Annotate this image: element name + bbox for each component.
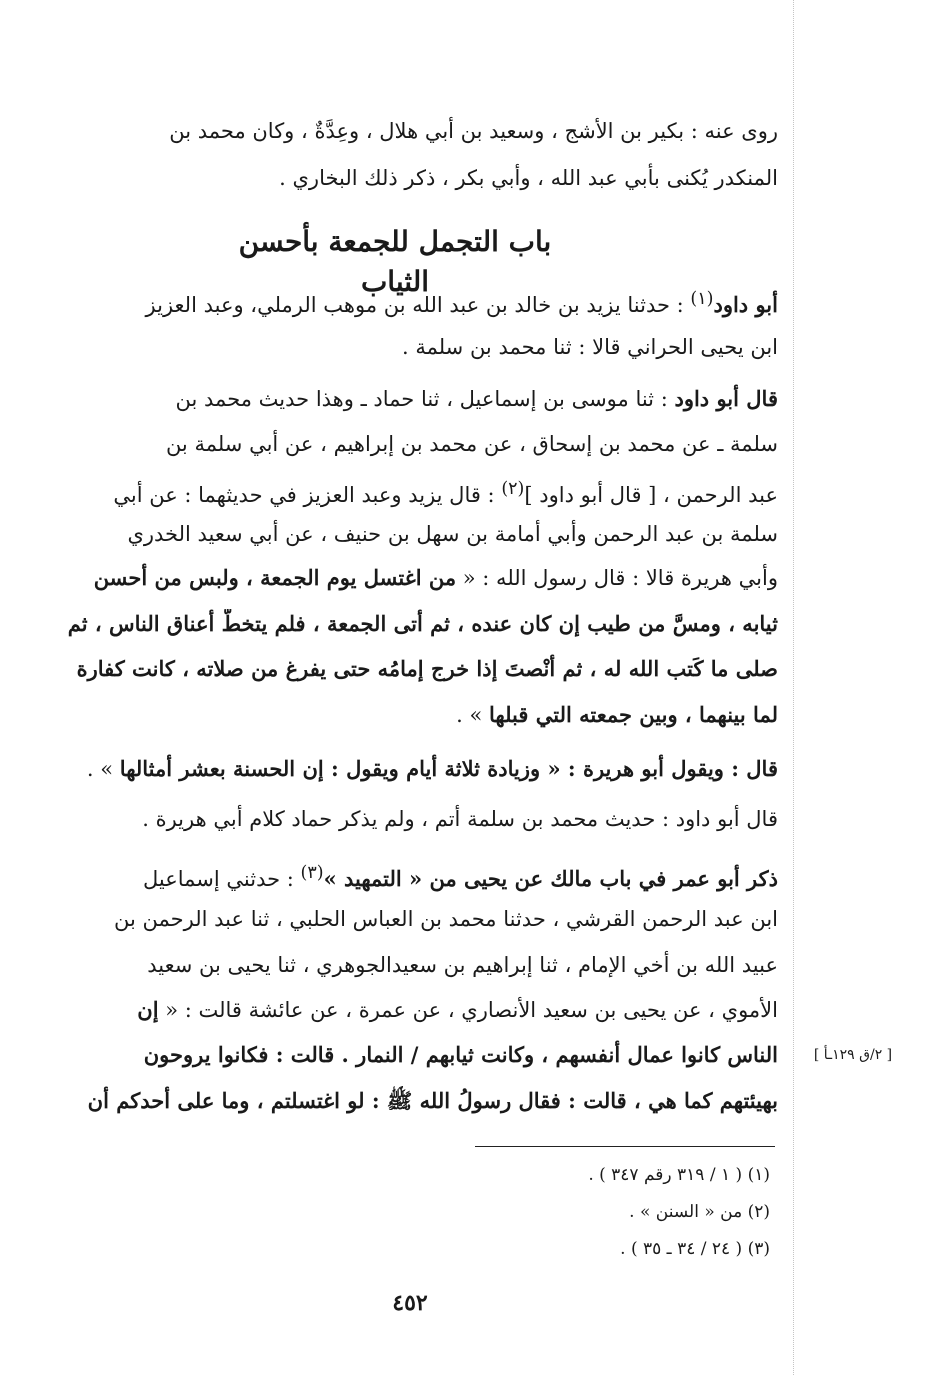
- footnote: (٢) من « السنن » .: [629, 1202, 770, 1222]
- footnote: (٣) ( ٢٤ / ٣٤ ـ ٣٥ ) .: [620, 1239, 770, 1259]
- text-line: قال : ويقول أبو هريرة : « وزيادة ثلاثة أيام ويقول : إن الحسنة بعشر أمثالها » .: [86, 756, 778, 781]
- footnote: (١) ( ١ / ٣١٩ رقم ٣٤٧ ) .: [588, 1165, 770, 1185]
- text-line: عبد الرحمن ، [ قال أبو داود ]$^{(٢)}$ : قال يزيد وعبد العزيز في حديثهما : عن أبي: [113, 479, 778, 507]
- text-line: سلمة ـ عن محمد بن إسحاق ، عن محمد بن إبراهيم ، عن أبي سلمة بن: [165, 432, 778, 456]
- text-line: الناس كانوا عمال أنفسهم ، وكانت ثيابهم / النمار . قالت : فكانوا يروحون: [143, 1042, 778, 1067]
- text-line: ابن عبد الرحمن القرشي ، حدثنا محمد بن العباس الحلبي ، ثنا عبد الرحمن بن: [114, 907, 778, 931]
- text-line: ابن يحيى الحراني قالا : ثنا محمد بن سلمة .: [401, 335, 778, 359]
- text-line: المنكدر يُكنى بأبي عبد الله ، وأبي بكر ، ذكر ذلك البخاري .: [279, 166, 778, 190]
- text-line: صلى ما كَتب الله له ، ثم أنْصتَ إذا خرج إمامُه حتى يفرغ من صلاته ، كانت كفارة: [76, 656, 778, 681]
- text-line: أبو داود$^{(١)}$ : حدثنا يزيد بن خالد بن عبد الله بن موهب الرملي، وعبد العزيز: [145, 289, 778, 317]
- page-number: ٤٥٢: [392, 1290, 428, 1316]
- text-line: ذكر أبو عمر في باب مالك عن يحيى من « التمهيد »$^{(٣)}$ : حدثني إسماعيل: [142, 863, 778, 891]
- text-line: ثيابه ، ومسَّ من طيب إن كان عنده ، ثم أتى الجمعة ، فلم يتخطَّ أعناق الناس ، ثم: [67, 611, 778, 636]
- text-line: لما بينهما ، وبين جمعته التي قبلها » .: [456, 702, 778, 727]
- section-heading: باب التجمل للجمعة بأحسن الثياب: [238, 225, 552, 298]
- footnote-separator: [475, 1146, 775, 1147]
- text-line: وأبي هريرة قالا : قال رسول الله : « من اغتسل يوم الجمعة ، ولبس من أحسن: [93, 565, 778, 590]
- text-line: روى عنه : بكير بن الأشج ، وسعيد بن أبي هلال ، وعِدَّةٌ ، وكان محمد بن: [169, 119, 778, 143]
- text-line: قال أبو داود : حديث محمد بن سلمة أتم ، ولم يذكر حماد كلام أبي هريرة .: [142, 807, 778, 831]
- text-line: الأموي ، عن يحيى بن سعيد الأنصاري ، عن عمرة ، عن عائشة قالت : « إن: [137, 997, 778, 1022]
- text-line: سلمة بن عبد الرحمن وأبي أمامة بن سهل بن حنيف ، عن أبي سعيد الخدري: [127, 522, 778, 546]
- text-line: بهيئتهم كما هي ، قالت : فقال رسولُ الله ﷺ : لو اغتسلتم ، وما على أحدكم أن: [87, 1088, 778, 1113]
- text-line: قال أبو داود : ثنا موسى بن إسماعيل ، ثنا حماد ـ وهذا حديث محمد بن: [175, 386, 778, 411]
- margin-dotted-line: [793, 0, 794, 1375]
- text-line: عبيد الله بن أخي الإمام ، ثنا إبراهيم بن سعيدالجوهري ، ثنا يحيى بن سعيد: [147, 953, 778, 977]
- manuscript-folio-reference: [ ٢/ق ١٢٩ـأ ]: [813, 1047, 893, 1063]
